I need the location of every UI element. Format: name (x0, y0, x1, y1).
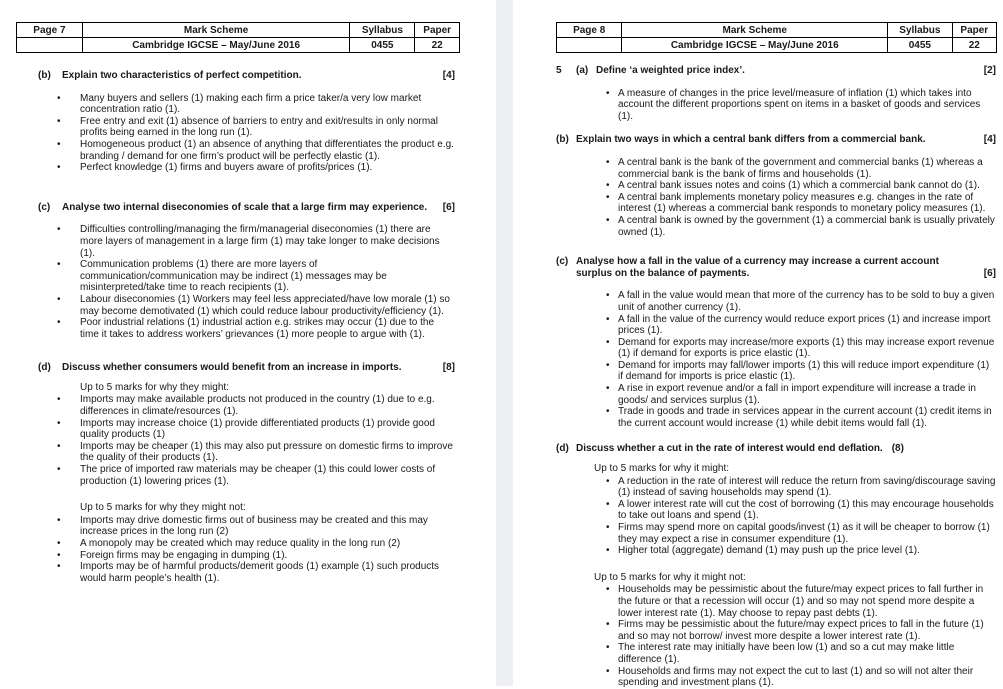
bullet-item: • Perfect knowledge (1) firms and buyers aware of profits/prices (1). (38, 162, 455, 174)
section-d (38, 362, 455, 584)
bullet-item: • Imports may be cheaper (1) this may also put pressure on domestic firms to improve the quality of their products (1). (38, 441, 455, 464)
bullet-item: • A central bank is owned by the government (1) a commercial bank is usually privately owned (1). (556, 215, 996, 238)
bullet-item: • Free entry and exit (1) absence of barriers to entry and exit/results in only normal profits being earned in the long run (1). (38, 116, 455, 139)
bullet-item: • Many buyers and sellers (1) making each firm a price taker/a very low market concentration ratio (1). (38, 93, 455, 116)
header-empty-cell (557, 38, 622, 53)
section-heading: Define ‘a weighted price index’. (596, 65, 745, 76)
header-subtitle: Cambridge IGCSE – May/June 2016 (82, 38, 350, 53)
header-syllabus-value: 0455 (350, 38, 415, 53)
section-heading: Discuss whether a cut in the rate of interest would end deflation. (8) (576, 443, 904, 455)
header-syllabus-label: Syllabus (350, 23, 415, 38)
bullet-item: • Demand for exports may increase/more exports (1) this may increase export revenue (1) if demand for exports is price elastic (1). (556, 337, 996, 360)
bullet-item: • A measure of changes in the price level/measure of inflation (1) which takes into account the different proportions spent on items in a basket of goods and services (1). (556, 88, 996, 123)
bullet-item: • A reduction in the rate of interest will reduce the return from saving/discourage saving (1) instead of saving households may spend (1). (556, 476, 996, 499)
bullet-item: • Difficulties controlling/managing the firm/managerial diseconomies (1) there are more layers of management in a large firm (1) may take longer to make decisions (1). (38, 224, 455, 259)
header-paper-label: Paper (952, 23, 996, 38)
bullet-list (556, 157, 996, 238)
section-heading: Analyse how a fall in the value of a currency may increase a current account surplus on the balance of payments. (576, 256, 939, 279)
header-title: Mark Scheme (622, 23, 888, 38)
bullet-item: • Demand for imports may fall/lower imports (1) this will reduce import expenditure (1) if demand for imports is price elastic (1). (556, 360, 996, 383)
section-label: (b) (556, 134, 569, 146)
bullet-item: • Imports may be of harmful products/demerit goods (1) example (1) such products would harm people’s health (1). (38, 561, 455, 584)
page-content (556, 65, 996, 689)
section-label: (c) (556, 256, 569, 268)
section-heading: Explain two characteristics of perfect competition. (62, 70, 302, 81)
bullet-item: • A central bank implements monetary policy measures e.g. changes in the rate of interest (1) whereas a commercial bank responds to monetary policy measures (1). (556, 192, 996, 215)
section-marks-inline: (8) (891, 443, 904, 455)
bullet-list (556, 476, 996, 557)
section-marks: [2] (983, 65, 996, 76)
section-label: (d) (556, 443, 569, 455)
marks-lead: Up to 5 marks for why it might: (594, 463, 730, 475)
section-label: (b) (38, 70, 51, 81)
section-heading: Discuss whether consumers would benefit from an increase in imports. (62, 362, 402, 374)
section-b (556, 134, 996, 238)
bullet-list (556, 88, 996, 123)
header-title: Mark Scheme (82, 23, 350, 38)
bullet-item: • Imports may increase choice (1) provide differentiated products (1) provide good quality products (1) (38, 418, 455, 441)
header-table (16, 22, 460, 53)
bullet-item: • A central bank is the bank of the government and commercial banks (1) whereas a commercial bank is the bank of firms and households (1). (556, 157, 996, 180)
section-heading: Explain two ways in which a central bank differs from a commercial bank. (576, 134, 926, 146)
bullet-item: • The interest rate may initially have been low (1) and so a cut may make little difference (1). (556, 642, 996, 665)
bullet-item: • Communication problems (1) there are more layers of communication/communication may be indirect (1) messages may be misinterpreted/take time to reach recipients (1). (38, 259, 455, 294)
header-paper-label: Paper (415, 23, 460, 38)
section-marks: [4] (442, 70, 455, 81)
header-table (556, 22, 997, 53)
bullet-item: • Households may be pessimistic about the future/may expect prices to fall further in the future or that a recession will occur (1) and so may not spend more despite a lower interest rate (1). May choose to repay past debts (1). (556, 584, 996, 619)
bullet-list (38, 93, 455, 174)
section-d (556, 443, 996, 688)
page-gap-divider (496, 0, 513, 686)
section-marks: [8] (442, 362, 455, 374)
section-heading-row (556, 443, 996, 455)
section-a (556, 65, 996, 122)
section-heading-row (556, 256, 996, 279)
header-page-number: Page 8 (557, 23, 622, 38)
section-heading-row (38, 70, 455, 82)
header-page-number: Page 7 (17, 23, 83, 38)
section-label: (a) (576, 65, 589, 76)
question-number: 5 (556, 65, 562, 76)
section-heading-row (556, 134, 996, 146)
section-c (38, 202, 455, 341)
header-syllabus-label: Syllabus (888, 23, 953, 38)
bullet-item: • Poor industrial relations (1) industrial action e.g. strikes may occur (1) due to the time it takes to address workers’ grievances (1) more people to argue with (1). (38, 317, 455, 340)
marks-lead: Up to 5 marks for why they might: (80, 381, 229, 393)
header-empty-cell (17, 38, 83, 53)
section-marks: [4] (983, 134, 996, 146)
bullet-item: • The price of imported raw materials may be cheaper (1) this could lower costs of production (1) lowering prices (1). (38, 464, 455, 487)
bullet-item: • Households and firms may not expect the cut to last (1) and so will not alter their spending and investment plans (1). (556, 666, 996, 689)
bullet-item: • A fall in the value of the currency would reduce export prices (1) and increase import prices (1). (556, 314, 996, 337)
page-content (38, 70, 455, 584)
document-page-7 (0, 0, 497, 686)
bullet-list (38, 224, 455, 340)
bullet-item: • A fall in the value would mean that more of the currency has to be sold to buy a given unit of another currency (1). (556, 290, 996, 313)
bullet-list (38, 394, 455, 487)
section-heading-row (38, 202, 455, 214)
section-marks: [6] (983, 267, 996, 279)
bullet-list (556, 584, 996, 688)
bullet-item: • Higher total (aggregate) demand (1) may push up the price level (1). (556, 545, 996, 557)
bullet-item: • A central bank issues notes and coins (1) which a commercial bank cannot do (1). (556, 180, 996, 192)
bullet-item: • Foreign firms may be engaging in dumping (1). (38, 550, 455, 562)
marks-lead: Up to 5 marks for why they might not: (80, 502, 246, 514)
section-heading-row (38, 362, 455, 374)
section-label: (d) (38, 362, 51, 374)
section-b (38, 70, 455, 174)
bullet-list (38, 515, 455, 585)
header-paper-value: 22 (415, 38, 460, 53)
bullet-list (556, 290, 996, 429)
section-c (556, 256, 996, 429)
header-subtitle: Cambridge IGCSE – May/June 2016 (622, 38, 888, 53)
section-heading-row (556, 65, 996, 77)
bullet-item: • Homogeneous product (1) an absence of anything that differentiates the product e.g. branding / demand for one firm’s product will be perfectly elastic (1). (38, 139, 455, 162)
bullet-item: • Imports may drive domestic firms out of business may be created and this may increase prices in the long run (2) (38, 515, 455, 538)
bullet-item: • Firms may be pessimistic about the future/may expect prices to fall in the future (1) and so may not borrow/ invest more despite a lower interest rate (1). (556, 619, 996, 642)
marks-lead: Up to 5 marks for why it might not: (594, 571, 746, 583)
bullet-item: • Trade in goods and trade in services appear in the current account (1) credit items in the current account would increase (1) while debit items would fall (1). (556, 406, 996, 429)
header-paper-value: 22 (952, 38, 996, 53)
bullet-item: • Firms may spend more on capital goods/invest (1) as it will be cheaper to borrow (1) they may expect a rise in consumer expenditure (1). (556, 522, 996, 545)
section-marks: [6] (442, 201, 455, 213)
bullet-item: • A lower interest rate will cut the cost of borrowing (1) this may encourage households to take out loans and spend (1). (556, 499, 996, 522)
document-page-8 (513, 0, 1003, 689)
section-label: (c) (38, 201, 51, 213)
bullet-item: • A rise in export revenue and/or a fall in import expenditure will increase a trade in goods/ and services surplus (1). (556, 383, 996, 406)
section-heading: Analyse two internal diseconomies of scale that a large firm may experience. (62, 201, 428, 213)
bullet-item: • Imports may make available products not produced in the country (1) due to e.g. differences in climate/resources (1). (38, 394, 455, 417)
bullet-item: • A monopoly may be created which may reduce quality in the long run (2) (38, 538, 455, 550)
bullet-item: • Labour diseconomies (1) Workers may feel less appreciated/have low morale (1) so may become demotivated (1) which could reduce labour productivity/efficiency (1). (38, 294, 455, 317)
header-syllabus-value: 0455 (888, 38, 953, 53)
